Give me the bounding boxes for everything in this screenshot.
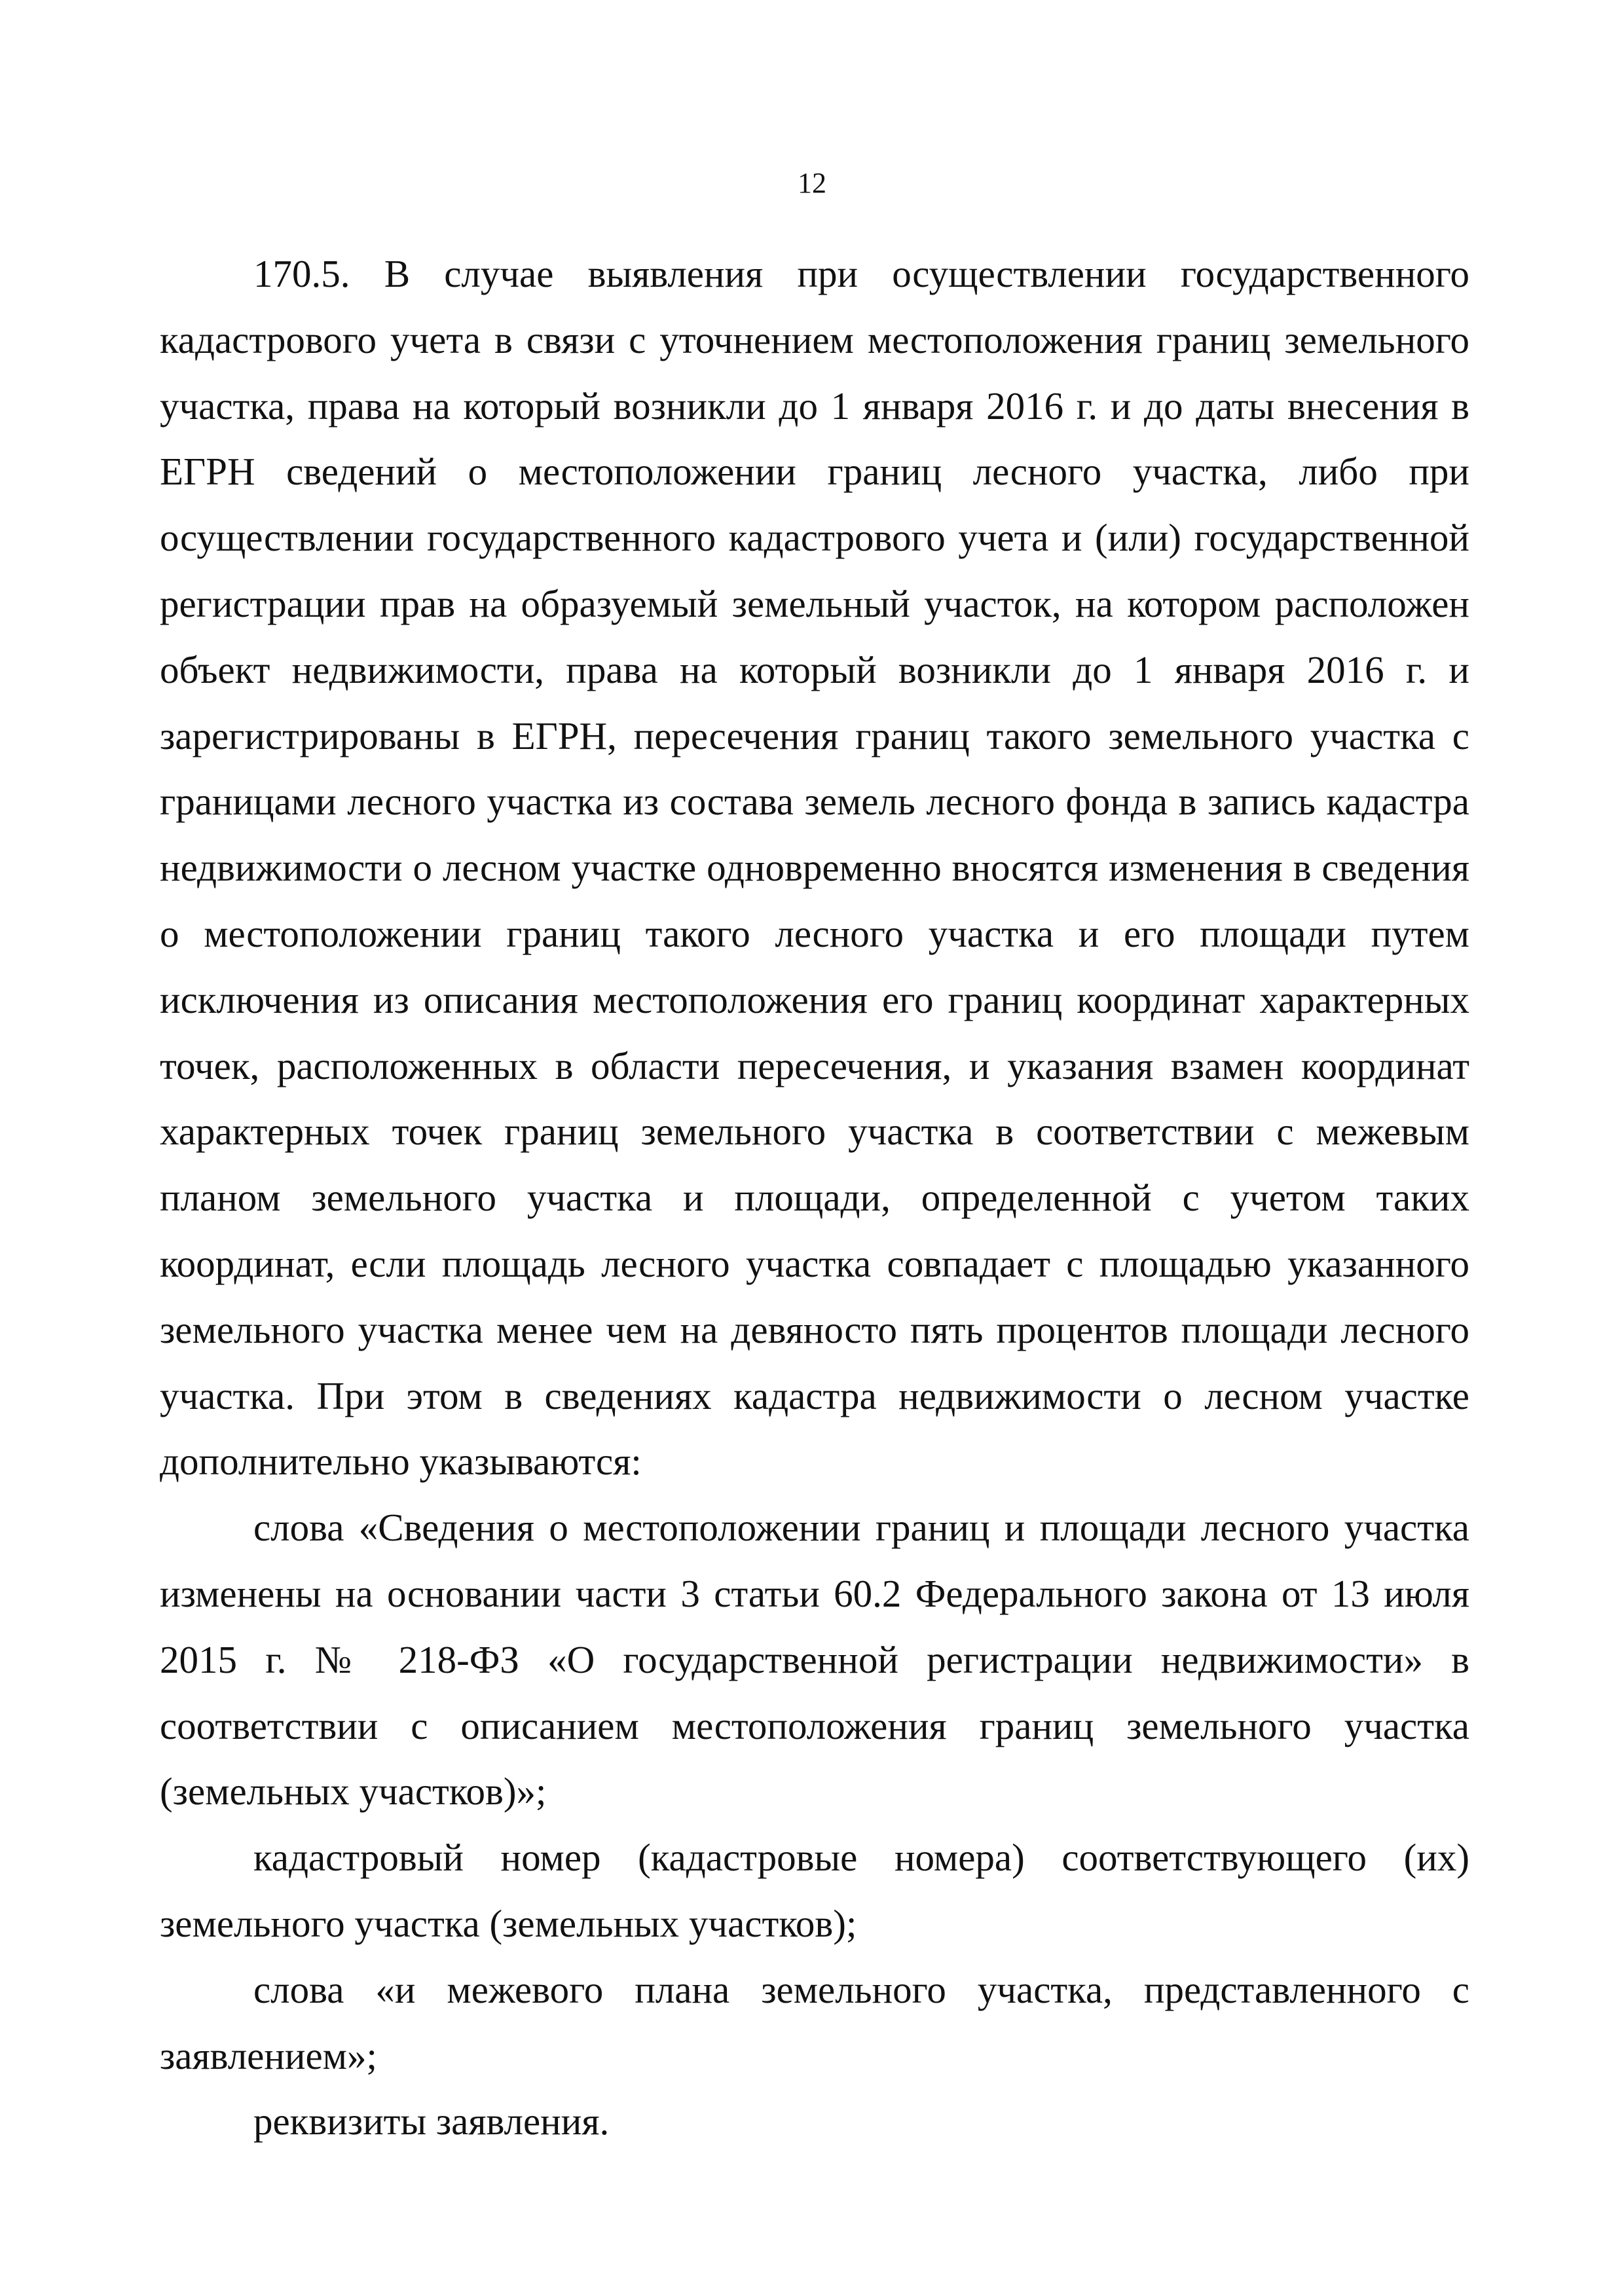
paragraph-application-details: реквизиты заявления. xyxy=(253,2100,610,2143)
document-body xyxy=(160,241,1469,2155)
page-number: 12 xyxy=(798,167,826,199)
paragraph-words-boundary-plan: слова «и межевого плана земельного участка, представленного с заявлением»; xyxy=(160,1967,1469,2077)
paragraph-cadastral-number: кадастровый номер (кадастровые номера) соответствующего (их) земельного участка (земельных участков); xyxy=(160,1836,1469,1945)
paragraph-170-5: 170.5. В случае выявления при осуществлении государственного кадастрового учета в связи с уточнением местоположения границ земельного участка, права на который возникли до 1 января 2016 г. и до даты внесения в ЕГРН сведений о местоположении границ лесного участка, либо при осуществлении государственного кадастрового учета и (или) государственной регистрации прав на образуемый земельный участок, на котором расположен объект недвижимости, права на который возникли до 1 января 2016 г. и зарегистрированы в ЕГРН, пересечения границ такого земельного участка с границами лесного участка из состава земель лесного фонда в запись кадастра недвижимости о лесном участке одновременно вносятся изменения в сведения о местоположении границ такого лесного участка и его площади путем исключения из описания местоположения его границ координат характерных точек, расположенных в области пересечения, и указания взамен координат характерных точек границ земельного участка в соответствии с межевым планом земельного участка и площади, определенной с учетом таких координат, если площадь лесного участка совпадает с площадью указанного земельного участка менее чем на девяносто пять процентов площади лесного участка. При этом в сведениях кадастра недвижимости о лесном участке дополнительно указываются: xyxy=(160,252,1469,1484)
paragraph-words-info-changed: слова «Сведения о местоположении границ и площади лесного участка изменены на основании части 3 статьи 60.2 Федерального закона от 13 июля 2015 г. № 218-ФЗ «О государственной регистрации недвижимости» в соответствии с описанием местоположения границ земельного участка (земельных участков)»; xyxy=(160,1506,1469,1813)
